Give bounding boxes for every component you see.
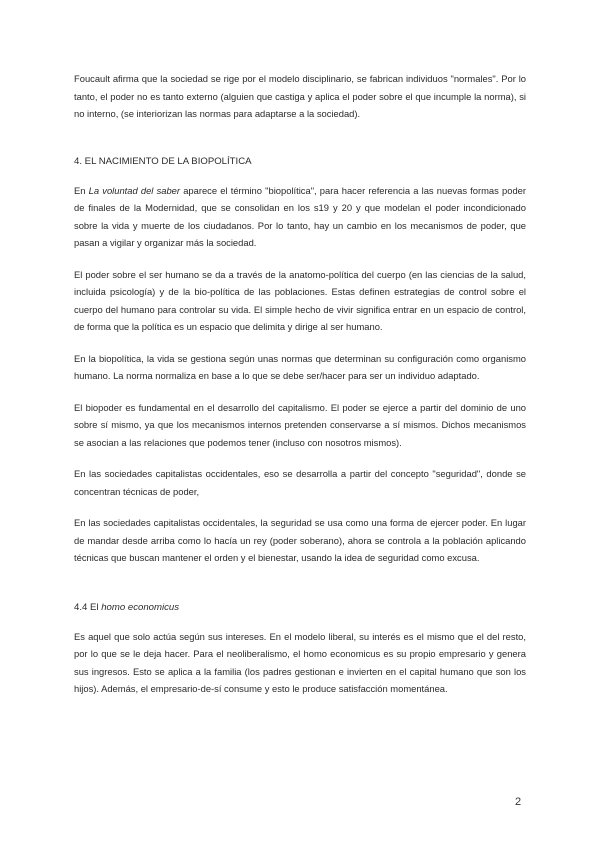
book-title: La voluntad del saber [88,184,181,196]
paragraph-text-end: aparece el término "biopolítica", para hacer referencia a las nuevas formas poder de finales de la Modernidad, que se consolidan en los s19 y 20 y que modelan el poder incondicionado sobre la vida y muerte de los ciudadanos. Por lo tanto, hay un cambio en los mecanismos de poder, que pasan a vigilar y organizar más la sociedad. [74,184,526,248]
paragraph-seguridad-concepto: En las sociedades capitalistas occidentales, eso se desarrolla a partir del concepto "seguridad", donde se concentran técnicas de poder, [74,468,526,497]
paragraph-seguridad-poder: En las sociedades capitalistas occidentales, la seguridad se usa como una forma de ejercer poder. En lugar de mandar desde arriba como lo hacía un rey (poder soberano), ahora se controla a la población aplicando técnicas que buscan mantener el orden y el bienestar, usando la idea de seguridad como excusa. [74,517,526,563]
subsection-number: 4.4 El [74,601,102,613]
paragraph-biopoder: El biopoder es fundamental en el desarrollo del capitalismo. El poder se ejerce a partir del dominio de uno sobre sí mismo, ya que los mecanismos internos pretenden conservarse a sí mismos. Dichos mecanismos se asocian a las relaciones que podemos tener (incluso con nosotros mismos). [74,401,526,448]
paragraph-disciplinary-model: Foucault afirma que la sociedad se rige por el modelo disciplinario, se fabrican individuos "normales". Por lo tanto, el poder no es tanto externo (alguien que castiga y aplica el poder sobre el que incumple la norma), si no interno, (se interiorizan las normas para adaptarse a la sociedad). [74,73,526,119]
paragraph-anatomo-politica: El poder sobre el ser humano se da a través de la anatomo-política del cuerpo (en las ciencias de la salud, incluida psicología) y de la bio-política de las poblaciones. Estas definen estrategias de control sobre el cuerpo del humano para controlar su vida. El simple hecho de vivir significa entrar en un espacio de control, de forma que la política es un espacio que delimita y dirige al ser humano. [74,268,526,332]
paragraph-norma: En la biopolítica, la vida se gestiona según unas normas que determinan su configuración como organismo humano. La norma normaliza en base a lo que se debe ser/hacer para ser un individuo adaptado. [74,352,526,381]
subsection-heading-homo-economicus [74,599,526,616]
paragraph-voluntad-del-saber [74,182,526,252]
paragraph-homo-economicus: Es aquel que solo actúa según sus intereses. En el modelo liberal, su interés es el mismo que el del resto, por lo que se le deja hacer. Para el neoliberalismo, el homo economicus es su propio empresario y genera sus ingresos. Esto se aplica a la familia (los padres gestionan e invierten en el capital humano que son los hijos). Además, el empresario-de-sí consume y esto le produce satisfacción momentánea. [74,630,526,694]
subsection-term: homo economicus [101,601,180,613]
paragraph-text-start: En [74,184,89,196]
page-content [74,70,526,712]
section-heading-biopolitics: 4. EL NACIMIENTO DE LA BIOPOLÍTICA [74,155,252,167]
page-number: 2 [515,796,522,808]
